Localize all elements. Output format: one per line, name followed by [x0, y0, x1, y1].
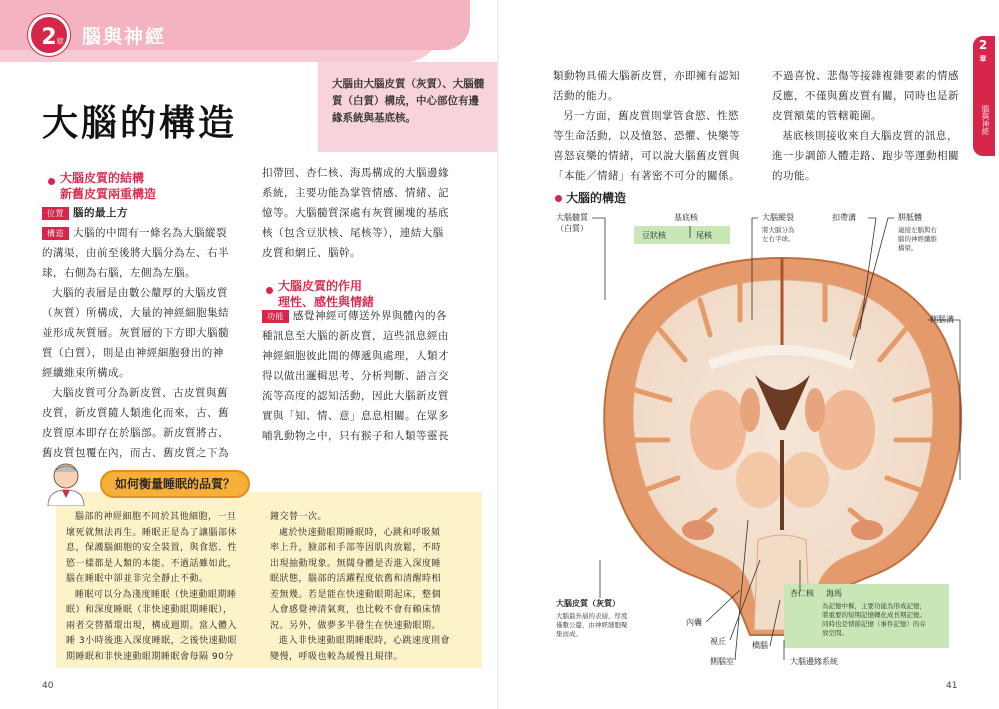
sleep-line: 出現抽動現象。無闊身體是否進入深度睡 — [270, 558, 442, 569]
body-column-2a — [262, 163, 477, 263]
label-hippocampus: 海馬 — [826, 589, 842, 598]
col1-line: 大腦的中間有一條名為大腦縱裂 — [73, 227, 227, 239]
col2-line: 扣帶回、杏仁核、海馬構成的大腦邊緣 — [262, 167, 449, 179]
sleep-line: 壞死就無法再生。睡眠正是為了讓腦部休 — [66, 527, 238, 538]
col1-line: 舊皮質包覆在內，而古、舊皮質之下為 — [42, 447, 229, 459]
section-heading-2-line2: 理性、感性與情緒 — [278, 295, 375, 309]
figure-bullet-icon — [555, 195, 562, 202]
col2-line: 神經細胞彼此間的傳遞與處理，人類才 — [262, 350, 449, 362]
side-tab-title: 腦與神經 — [981, 105, 990, 135]
col1-line: 的溝渠，由前至後將大腦分為左、右半 — [42, 247, 229, 259]
right-col2-line: 基底核則接收來自大腦皮質的訊息， — [782, 130, 958, 142]
right-col1-line: 另一方面，舊皮質則掌管食慾、性慾 — [563, 110, 739, 122]
sleep-line: 進入非快速動眼期睡眠時，心跳速度則會 — [279, 636, 451, 646]
header-band-inner — [0, 0, 470, 50]
body-column-1 — [42, 203, 242, 463]
label-cortex: 大腦皮質（灰質） — [556, 599, 620, 608]
cortex-desc-line: 大腦最外層的表層，厚度 — [556, 612, 628, 620]
body-column-2b — [262, 306, 477, 446]
col2-line: 感覺神經可傳送外界與體內的各 — [293, 310, 447, 322]
page-title: 大腦的構造 — [42, 103, 238, 144]
section-heading-1-line1: 大腦皮質的結構 — [60, 171, 145, 185]
right-col1-line: 喜怒哀樂的情緒，可以說大腦舊皮質與 — [553, 150, 740, 162]
sleep-line: 率上升，臉部和手部等因肌肉放鬆，不時 — [270, 543, 442, 553]
cortex-desc-line: 集而成。 — [556, 630, 582, 638]
limbic-desc-line: 放空間。 — [822, 629, 848, 637]
label-medulla-text: 大腦髓質 — [556, 213, 588, 222]
cortex-desc-line: 僅數公釐，由神經細胞聚 — [556, 621, 628, 629]
label-callosum-desc — [898, 226, 937, 253]
right-col1-line: 類動物具備大腦新皮質，亦即擁有認知 — [553, 70, 740, 82]
col2-line: 皮質和網丘、腦幹。 — [262, 247, 361, 259]
col2-line: 憶等。大腦髓質深處有灰質團塊的基底 — [262, 207, 449, 219]
col1-line: 大腦的表層是由數公釐厚的大腦皮質 — [52, 287, 228, 299]
col1-line: 皮質原本即存在於腦部。新皮質將古、 — [42, 427, 229, 439]
callosum-desc-line: 腦的神經纖維 — [898, 235, 937, 243]
sleep-line: 況。另外，做夢多半發生在快速動眼期。 — [270, 620, 442, 631]
chapter-title: 腦與神經 — [82, 26, 167, 48]
sleep-line: 睡眠可以分為淺度睡眠（快速動眼期睡 — [75, 589, 237, 600]
sleep-line: 差無幾。若是能在快速動眼期起床，整個 — [270, 589, 442, 600]
label-cortex-desc — [556, 612, 628, 639]
doctor-icon — [40, 458, 92, 506]
col1-line: 經纖維束所構成。 — [42, 367, 130, 379]
col2-line: 得以做出邏輯思考、分析判斷、語言交 — [262, 370, 449, 382]
tag-structure: 構造 — [42, 227, 69, 240]
chapter-suffix: 章 — [56, 37, 64, 46]
label-basal-ganglia: 基底核 — [674, 213, 698, 222]
label-lateral-sulcus: 側腦溝 — [930, 315, 954, 324]
label-corpus-callosum: 胼胝體 — [898, 213, 922, 222]
label-thalamus: 視丘 — [710, 637, 726, 646]
side-tab-number: 2 — [978, 38, 988, 52]
sleep-line: 眠）和深度睡眠（非快速動眼期睡眠）， — [66, 605, 233, 615]
sleep-line: 息，保護腦細胞的安全裝置，與食慾、性 — [66, 543, 238, 553]
callosum-desc-line: 連接左腦與右 — [898, 226, 937, 234]
col2-line: 核（包含豆狀核、尾核等），連結大腦 — [262, 227, 444, 239]
col1-line: 質（白質），則是由神經細胞發出的神 — [42, 347, 224, 359]
right-col2-line: 的功能。 — [772, 170, 816, 182]
tag-function: 功能 — [262, 310, 289, 323]
section-heading-1-line2: 新舊皮質兩重構造 — [60, 187, 157, 201]
figure-title: 大腦的構造 — [566, 191, 627, 205]
sleep-line: 鐘交替一次。 — [270, 512, 328, 522]
sleep-line: 兩者交替循環出現，構成週期。當人體入 — [66, 620, 238, 631]
limbic-desc-line: 同時也是情節記憶（事件記憶）的存 — [822, 620, 926, 628]
label-lateral-ventricle: 側腦室 — [710, 657, 734, 666]
label-medulla — [556, 212, 588, 234]
label-internal-capsule: 內囊 — [686, 618, 702, 627]
col2-line: 流等高度的認知活動，因此大腦新皮質 — [262, 390, 449, 402]
col2-line: 種訊息至大腦的新皮質，這些訊息經由 — [262, 330, 449, 342]
sleep-line: 腦在睡眠中卻並非完全靜止不動。 — [66, 574, 209, 584]
label-medulla-sub: （白質） — [556, 224, 588, 233]
section-bullet-icon — [266, 287, 273, 294]
sleep-box-title: 如何衡量睡眠的品質？ — [100, 470, 250, 498]
right-col2-line: 反應，不僅與舊皮質有關，同時也是新 — [772, 90, 959, 102]
section-bullet-icon — [48, 178, 55, 185]
right-col1-line: 活動的能力。 — [553, 90, 619, 102]
col1-line: 球，右側為右腦，左側為左腦。 — [42, 267, 196, 279]
sleep-line: 人會感覺神清氣爽，也比較不會有賴床情 — [270, 605, 442, 615]
label-lentiform: 豆狀核 — [642, 231, 666, 240]
col2-line: 系統，主要功能為掌管情感、情緒、記 — [262, 187, 449, 199]
sleep-line: 眠狀態，腦部的活躍程度依舊和清醒時相 — [270, 574, 442, 584]
fissure-desc-line: 將大腦分為 — [762, 226, 795, 234]
limbic-desc-line: 將重要的短期記憶轉化成長期記憶。 — [822, 611, 926, 619]
right-column-2 — [772, 66, 968, 186]
right-col1-line: 「本能／情緒」有著密不可分的關係。 — [553, 170, 740, 182]
tag-position: 位置 — [42, 207, 69, 220]
right-col2-line: 不過喜悅、悲傷等接雜複雜要素的情感 — [772, 70, 959, 82]
sleep-line: 期睡眠和非快速動眼期睡眠會每隔 90分 — [66, 651, 234, 662]
limbic-desc-line: 為記憶中樞，主要功能為形成記憶， — [822, 602, 926, 610]
right-col2-line: 皮質額葉的管轄範圍。 — [772, 110, 882, 122]
sleep-line: 慾一樣都是人類的本能。不過話雖如此， — [66, 558, 238, 569]
label-fissure-desc — [762, 226, 795, 244]
sleep-line: 處於快速動眼期睡眠時，心跳和呼吸頻 — [279, 527, 441, 538]
right-col2-line: 進一步調節人體走路、跑步等運動相關 — [772, 150, 959, 162]
left-page — [0, 0, 499, 709]
sleep-line: 睡 3小時後進入深度睡眠，之後快速動眼 — [66, 636, 238, 646]
sleep-column-1 — [66, 510, 262, 665]
label-cingulate: 扣帶溝 — [832, 213, 856, 222]
page-number-right: 41 — [946, 681, 958, 691]
col1-line: 大腦皮質可分為新皮質、古皮質與舊 — [52, 387, 228, 399]
label-limbic-system: 大腦邊緣系統 — [790, 657, 838, 666]
right-column-1 — [553, 66, 753, 186]
brain-coronal-section-illustration — [590, 240, 975, 640]
section-heading-1 — [60, 170, 156, 202]
fissure-desc-line: 左右半球。 — [762, 235, 795, 243]
col2-line: 哺乳動物之中，只有猴子和人類等靈長 — [262, 430, 449, 442]
label-longitudinal-fissure: 大腦縱裂 — [762, 213, 794, 222]
page-number-left: 40 — [42, 681, 54, 691]
col1-line: 皮質，新皮質隨人類進化而來，古、舊 — [42, 407, 229, 419]
label-limbic-desc — [822, 602, 926, 638]
col2-line: 實與「知、情、意」息息相關。在眾多 — [262, 410, 449, 422]
col1-line: 並形成灰質層。灰質層的下方即大腦髓 — [42, 327, 229, 339]
right-col1-line: 等生命活動，以及憤怒、恐懼、快樂等 — [553, 130, 740, 142]
sleep-line: 變慢，呼吸也較為緩慢且規律。 — [270, 651, 404, 662]
side-tab-suffix: 章 — [979, 55, 987, 63]
sleep-line: 腦部的神經細胞不同於其他細胞，一旦 — [75, 512, 237, 522]
col1-line: 腦的最上方 — [73, 207, 128, 219]
label-caudate: 尾核 — [696, 231, 712, 240]
intro-summary: 大腦由大腦皮質（灰質）、大腦髓質（白質）構成，中心部位有邊緣系統與基底核。 — [318, 62, 499, 152]
label-amygdala: 杏仁核 — [790, 589, 814, 598]
callosum-desc-line: 橋梁。 — [898, 244, 918, 252]
col1-line: （灰質）所構成，大量的神經細胞集結 — [42, 307, 229, 319]
section-heading-2-line1: 大腦皮質的作用 — [278, 279, 363, 293]
chapter-number: 2 — [28, 14, 70, 56]
label-pons: 橋腦 — [752, 641, 768, 650]
sleep-column-2 — [270, 510, 475, 665]
